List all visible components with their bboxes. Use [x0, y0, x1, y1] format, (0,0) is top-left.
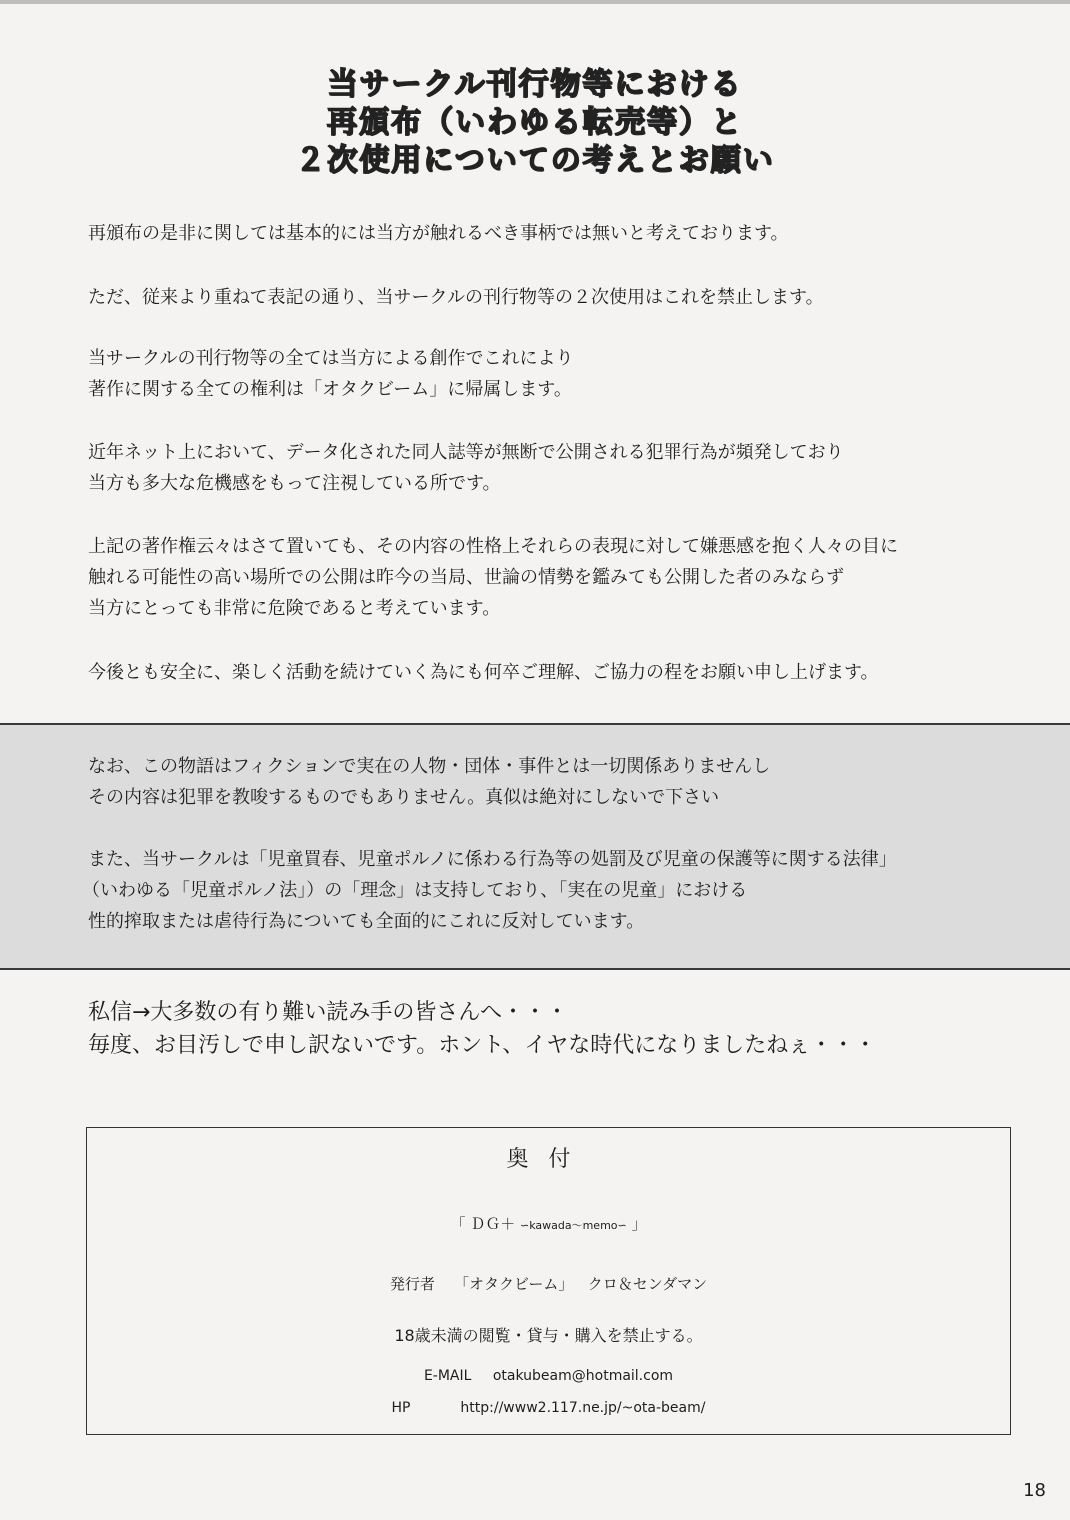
colophon-box	[86, 1127, 1011, 1435]
title-line-3: ２次使用についての考えとお願い	[295, 143, 775, 178]
page-title	[0, 66, 1070, 180]
publisher-circle: 「オタクビーム」	[453, 1275, 574, 1293]
colophon-email-row	[87, 1368, 1010, 1384]
notice-paragraph-6: 今後とも安全に、楽しく活動を続けていく為にも何卒ご理解、ご協力の程をお願い申し上げます。	[88, 662, 879, 683]
notice-paragraph-5a: 上記の著作権云々はさて置いても、その内容の性格上それらの表現に対して嫌悪感を抱く人々の目に	[88, 536, 898, 557]
top-edge-line	[0, 0, 1070, 4]
work-subtitle: ∽kawada～memo∽	[520, 1219, 627, 1232]
notice-paragraph-5c: 当方にとっても非常に危険であると考えています。	[88, 598, 501, 619]
email-address: otakubeam@hotmail.com	[492, 1368, 674, 1384]
notice-paragraph-4a: 近年ネット上において、データ化された同人誌等が無断で公開される犯罪行為が頻発しており	[88, 442, 844, 463]
notice-paragraph-3b: 著作に関する全ての権利は「オタクビーム」に帰属します。	[88, 379, 572, 400]
colophon-work-title	[87, 1213, 1010, 1234]
work-bracket-open: 「 ＤＧ＋	[450, 1215, 520, 1233]
notice-paragraph-5b: 触れる可能性の高い場所での公開は昨今の当局、世論の情勢を鑑みても公開した者のみならず	[88, 567, 844, 588]
colophon-age-notice: 18歳未満の閲覧・貸与・購入を禁止する。	[394, 1326, 703, 1345]
title-line-1: 当サークル刊行物等における	[327, 67, 743, 102]
personal-message	[88, 996, 876, 1062]
notice-paragraph-4b: 当方も多大な危機感をもって注視している所です。	[88, 473, 501, 494]
disclaimer-line-4: （いわゆる「児童ポルノ法」）の「理念」は支持しており、「実在の児童」における	[82, 880, 748, 901]
page-number: 18	[1023, 1480, 1046, 1501]
colophon-publisher	[87, 1273, 1010, 1294]
disclaimer-line-2: その内容は犯罪を教唆するものでもありません。真似は絶対にしないで下さい	[88, 787, 720, 808]
colophon-homepage-row	[87, 1400, 1010, 1416]
disclaimer-line-1: なお、この物語はフィクションで実在の人物・団体・事件とは一切関係ありませんし	[88, 756, 771, 777]
disclaimer-line-3: また、当サークルは「児童買春、児童ポルノに係わる行為等の処罰及び児童の保護等に関する法律」	[88, 849, 897, 870]
notice-paragraph-1: 再頒布の是非に関しては基本的には当方が触れるべき事柄では無いと考えております。	[88, 223, 789, 244]
colophon-title: 奥付	[506, 1147, 591, 1172]
publisher-names: クロ＆センダマン	[587, 1275, 708, 1293]
email-label: E-MAIL	[423, 1368, 472, 1384]
notice-paragraph-3a: 当サークルの刊行物等の全ては当方による創作でこれにより	[88, 348, 574, 369]
homepage-url: http://www2.117.ne.jp/~ota-beam/	[460, 1400, 706, 1416]
homepage-label: HP	[391, 1400, 411, 1416]
personal-message-line-2: 毎度、お目汚しで申し訳ないです。ホント、イヤな時代になりましたねぇ・・・	[88, 1033, 877, 1058]
personal-message-line-1: 私信→大多数の有り難い読み手の皆さんへ・・・	[88, 1000, 568, 1025]
disclaimer-line-5: 性的搾取または虐待行為についても全面的にこれに反対しています。	[88, 911, 645, 932]
title-line-2: 再頒布（いわゆる転売等）と	[327, 105, 743, 140]
work-bracket-close: 」	[626, 1215, 647, 1233]
notice-paragraph-2: ただ、従来より重ねて表記の通り、当サークルの刊行物等の２次使用はこれを禁止します。	[88, 287, 824, 308]
publisher-label: 発行者	[389, 1275, 435, 1293]
